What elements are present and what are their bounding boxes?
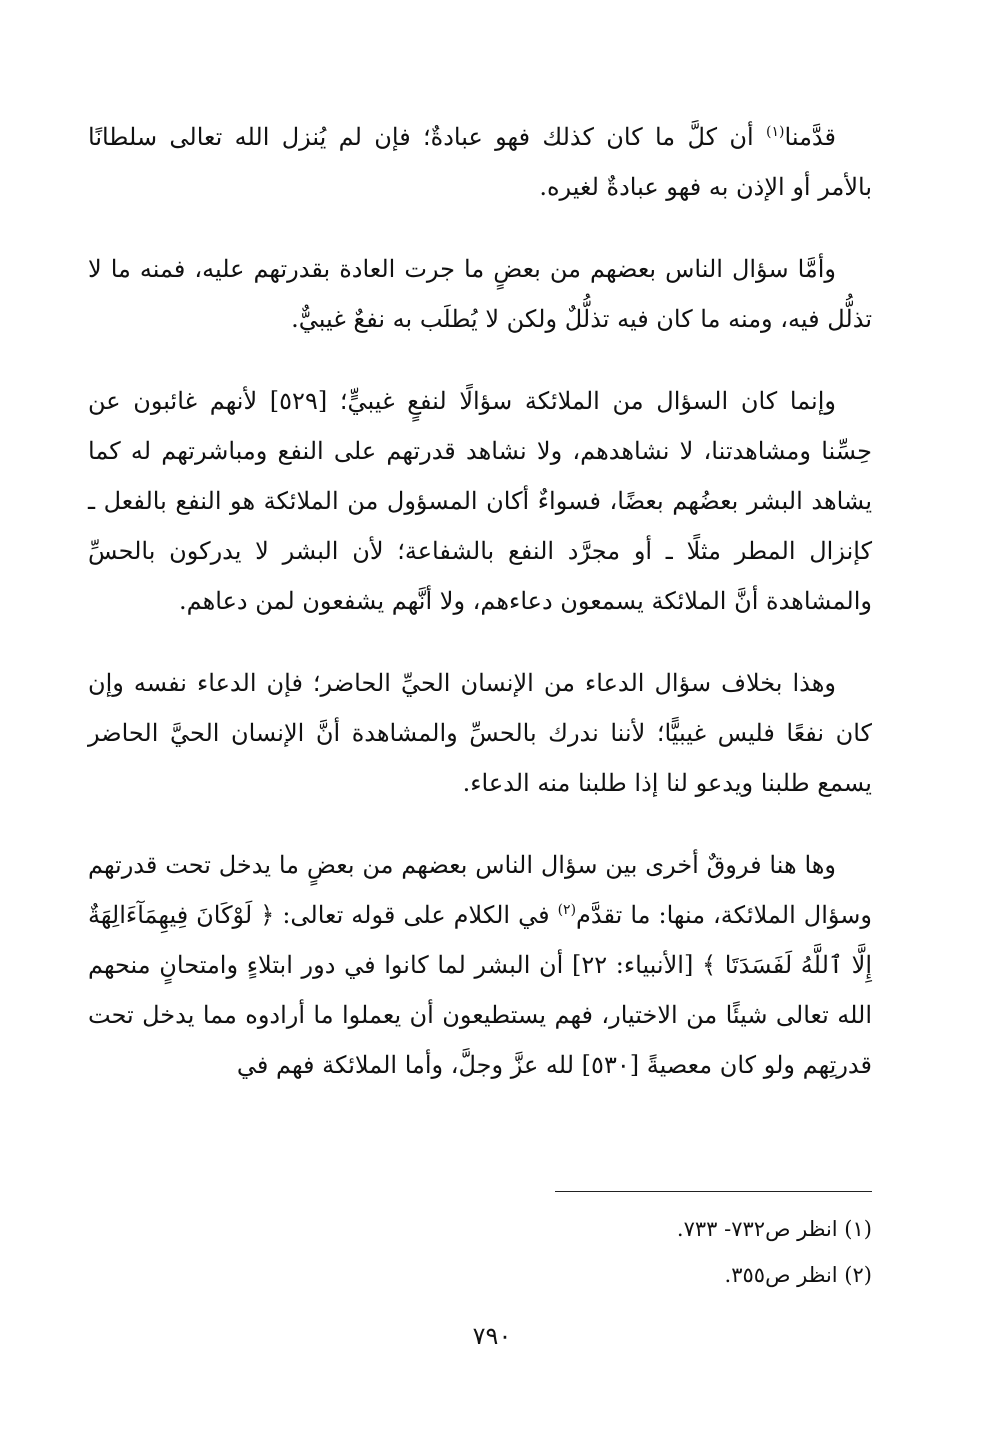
footnote-ref-2: (٢) [557,902,577,918]
paragraph-3 [88,376,872,626]
footnote-1: (١) انظر ص٧٣٢- ٧٣٣. [676,1217,872,1241]
footnote-divider [555,1191,872,1192]
paragraph-2-text: وأمَّا سؤال الناس بعضهم من بعضٍ ما جرت العادة بقدرتهم عليه، فمنه ما لا تذلُّل فيه، ومنه ما كان فيه تذلُّلٌ ولكن لا يُطلَب به نفعٌ غيبيٌّ. [88,255,872,333]
main-text [88,112,872,1122]
footnote-ref-1: (١) [766,124,785,140]
paragraph-1-text-b: أن كلَّ ما كان كذلك فهو عبادةٌ؛ فإن لم يُنزل الله تعالى سلطانًا بالأمر أو الإذن به فهو عبادةٌ لغيره. [88,123,872,201]
paragraph-1 [88,112,872,212]
paragraph-5 [88,840,872,1090]
page-number: ٧٩٠ [472,1322,512,1350]
paragraph-4-text: وهذا بخلاف سؤال الدعاء من الإنسان الحيِّ الحاضر؛ فإن الدعاء نفسه وإن كان نفعًا فليس غيبيًّا؛ لأننا ندرك بالحسِّ والمشاهدة أنَّ الإنسان الحيَّ الحاضر يسمع طلبنا ويدعو لنا إذا طلبنا منه الدعاء. [88,669,872,797]
paragraph-3-text: وإنما كان السؤال من الملائكة سؤالًا لنفعٍ غيبيٍّ؛ [٥٢٩] لأنهم غائبون عن حِسِّنا ومشاهدتنا، لا نشاهدهم، ولا نشاهد قدرتهم على النفع ومباشرتهم له كما يشاهد البشر بعضُهم بعضًا، فسواءٌ أكان المسؤول من الملائكة هو النفع بالفعل ـ كإنزال المطر مثلًا ـ أو مجرَّد النفع بالشفاعة؛ لأن البشر لا يدركون بالحسِّ والمشاهدة أنَّ الملائكة يسمعون دعاءهم، ولا أنَّهم يشفعون لمن دعاهم. [88,387,872,615]
paragraph-4 [88,658,872,808]
paragraph-5-text-a: وها هنا فروقٌ أخرى بين سؤال الناس بعضهم من بعضٍ ما يدخل تحت قدرتهم وسؤال الملائكة، منها: ما تقدَّم [88,851,872,929]
footnote-2: (٢) انظر ص٣٥٥. [724,1263,872,1287]
footnotes [88,1206,872,1298]
paragraph-2 [88,244,872,344]
paragraph-1-text-a: قدَّمنا [784,123,836,151]
paragraph-5-text-b: في الكلام على قوله تعالى: ﴿ لَوْكَانَ فِيهِمَآءَالِهَةٌ إِلَّا ٱللَّهُ لَفَسَدَتَا ﴾ [الأنبياء: ٢٢] أن البشر لما كانوا في دور ابتلاءٍ وامتحانٍ منحهم الله تعالى شيئًا من الاختيار، فهم يستطيعون أن يعملوا ما أرادوه مما يدخل تحت قدرتِهم ولو كان معصيةً [٥٣٠] لله عزَّ وجلَّ، وأما الملائكة فهم في [88,901,872,1079]
